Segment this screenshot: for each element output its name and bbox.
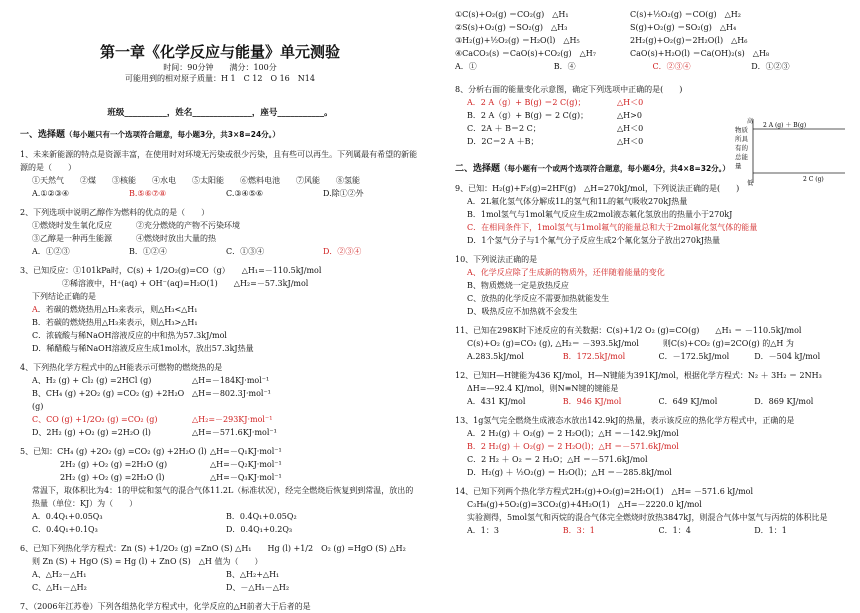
diagram-high-label: 高	[747, 118, 754, 125]
q3-option-a: A．若碳的燃烧热用△H₃来表示，则△H₃<△H₁	[32, 305, 198, 314]
q7-option-a: A．①	[455, 62, 477, 71]
question-1	[20, 148, 420, 200]
q8-b-dh: △H>0	[617, 111, 642, 120]
q11-line2: C(s)+O₂ (g)=CO₂ (g), △H₂＝ －393.5kJ/mol 则C(s)+CO₂ (g)=2CO(g) 的△H 为	[467, 339, 794, 348]
q6-option-c: C、△H₁－△H₂	[32, 583, 87, 592]
q1-options	[20, 187, 420, 200]
right-column	[455, 0, 850, 537]
q8-a-eq: A．2 A（g）+ B(g) ＝2 C(g)；	[467, 98, 586, 107]
q14-option-a: A．1：3	[467, 526, 499, 535]
q2-option-d: D．②③④	[323, 247, 362, 256]
question-3	[20, 264, 420, 355]
q1-option-d: D.除①②外	[323, 189, 364, 198]
q7-r3-b: 2H₂(g)+O₂(g)＝2H₂O(l) △H₆	[630, 36, 748, 45]
q1-stem: 1、未来新能源的特点是资源丰富，在使用时对环境无污染或很少污染，且有些可以再生。下列属最有希望的新能源的是（ ）	[20, 150, 418, 172]
section1-title: 一、选择题	[20, 130, 66, 140]
question-8	[455, 83, 725, 148]
q14-line2: C₃H₈(g)+5O₂(g)=3CO₂(g)+4H₂O(1) △H=－2220.0 kJ/mol	[467, 500, 702, 509]
q7-stem: 7、（2006年江苏卷）下列各组热化学方程式中，化学反应的△H前者大于后者的是	[20, 602, 311, 611]
q7-row4	[455, 47, 850, 60]
q9-option-b: B．1mol氢气与1mol氟气反应生成2mol液态氟化氢放出的热量小于270kJ	[467, 210, 733, 219]
q1-option-c: C.③④⑤⑥	[226, 189, 264, 198]
q6-options-ab	[20, 568, 420, 581]
q12-option-d: D．869 KJ/mol	[754, 397, 814, 406]
q5-row3	[20, 471, 420, 484]
time-score: 时间：90分钟 满分：100分	[163, 63, 277, 72]
q11-option-b: B．172.5kJ/mol	[562, 352, 626, 361]
q10-option-b: B、物质燃烧一定是放热反应	[467, 281, 569, 290]
q2-option-a: A．①②③	[32, 247, 70, 256]
q4-c-eq: C、CO (g) +1/2O₂ (g) =CO₂ (g)	[32, 415, 158, 424]
q14-line3: 实验测得，5mol氢气和丙烷的混合气体完全燃烧时放热3847kJ，则混合气体中氢气与丙烷的体积比是	[467, 513, 828, 522]
q13-stem: 13、1g氢气完全燃烧生成液态水放出142.9kJ的热量，表示该反应的热化学方程式中，正确的是	[455, 416, 795, 425]
q14-option-b: B．3：1	[562, 526, 595, 535]
q11-option-c: C．－172.5kJ/mol	[658, 352, 730, 361]
question-12	[455, 369, 850, 408]
q4-b-eq: B、CH₄ (g) +2O₂ (g) =CO₂ (g) +2H₂O (g)	[32, 389, 185, 411]
q6-line2: 则 Zn (S) + HgO (S) = Hg (l) + ZnO (S) △H 值为（ ）	[32, 557, 263, 566]
q10-option-a: A、化学反应除了生成新的物质外，还伴随着能量的变化	[467, 268, 665, 277]
q9-option-c: C．在相同条件下，1mol氢气与1mol氟气的能量总和大于2mol氟化氢气体的能量	[467, 223, 758, 232]
q4-option-d	[20, 426, 420, 439]
q12-option-b: B．946 KJ/mol	[562, 397, 622, 406]
q13-option-d: D．H₂(g) ＋ ½O₂(g) ＝ H₂O(l)；△H ＝－285.8kJ/mol	[467, 468, 672, 477]
q5-option-b: B．0.4Q₁+0.05Q₂	[226, 512, 297, 521]
section1-note: （每小题只有一个选项符合题意，每小题3分，共3×8=24分。）	[65, 130, 280, 139]
question-10	[455, 253, 850, 318]
question-9	[455, 182, 850, 247]
q5-r1-eq: 5、已知：CH₄ (g) +2O₂ (g) =CO₂ (g) +2H₂O (l)	[20, 447, 207, 456]
question-5	[20, 445, 420, 536]
section1-heading	[20, 128, 420, 142]
q7-r4-b: CaO(s)+H₂O(l) ＝Ca(OH)₂(s) △H₈	[630, 49, 770, 58]
diagram-low-label: 低	[747, 180, 754, 187]
q2-line2: ③乙醇是一种再生能源 ④燃烧时放出大量的热	[32, 234, 216, 243]
q8-option-a	[455, 96, 725, 109]
q4-d-dh: △H=－571.6KJ·mol⁻¹	[192, 428, 277, 437]
q4-a-dh: △H=－184KJ·mol⁻¹	[192, 376, 270, 385]
q4-d-eq: D、2H₂ (g) +O₂ (g) =2H₂O (l)	[32, 428, 151, 437]
q13-option-a: A．2 H₂(g) ＋ O₂(g) ＝ 2 H₂O(l)；△H ＝－142.9kJ/mol	[467, 429, 679, 438]
q7-row1	[455, 8, 850, 21]
q12-option-c: C．649 KJ/mol	[658, 397, 718, 406]
q7-r2-b: S(g)+O₂(g) ＝SO₂(g) △H₄	[630, 23, 737, 32]
q8-c-dh: △H＜0	[617, 124, 644, 133]
q5-r2-eq: 2H₂ (g) +O₂ (g) =2H₂O (g)	[60, 460, 168, 469]
q5-r2-dh: △H=－Q₂KJ·mol⁻¹	[210, 460, 282, 469]
q4-option-a	[20, 374, 420, 387]
page-title: 第一章《化学反应与能量》单元测验	[99, 43, 340, 61]
q7-option-b: B．④	[553, 62, 576, 71]
question-7-continued	[455, 8, 850, 73]
q5-row2	[20, 458, 420, 471]
q12-option-a: A．431 KJ/mol	[467, 397, 526, 406]
q5-row1	[20, 445, 420, 458]
q1-option-a: A.①②③④	[32, 189, 70, 198]
atomic-masses: 可能用到的相对原子质量：H 1 C 12 O 16 N14	[125, 74, 315, 83]
q3-line1: 3、已知反应：①101kPa时，C(s) + 1/2O₂(g)=CO（g） △H₁=－110.5kJ/mol	[20, 266, 322, 275]
q12-line2: ΔH=—92.4 KJ/mol，则N≡N键的键能是	[467, 384, 619, 393]
q1-option-b: B.⑤⑥⑦⑧	[129, 189, 167, 198]
diagram-bottom-label: 2 C (g)	[803, 176, 824, 183]
q8-stem: 8、分析右面的能量变化示意图，确定下列选项中正确的是( )	[455, 85, 683, 94]
section2-title: 二、选择题	[455, 164, 501, 174]
q2-options	[20, 245, 420, 258]
q11-option-a: A.283.5kJ/mol	[467, 352, 524, 361]
q3-option-c: C．浓硫酸与稀NaOH溶液反应的中和热为57.3kJ/mol	[32, 331, 227, 340]
q7-option-d: D．①②③	[751, 62, 790, 71]
q2-option-c: C．①③④	[226, 247, 265, 256]
q6-option-a: A、△H₂－△H₁	[32, 570, 87, 579]
q5-r1-dh: △H=－Q₁KJ·mol⁻¹	[210, 447, 282, 456]
diagram-ylabel: 物质所具有的总能量	[735, 126, 748, 170]
q9-option-a: A．2L氟化氢气体分解成1L的氢气和1L的氟气吸收270kJ热量	[467, 197, 688, 206]
q8-b-eq: B．2 A（g）+ B(g) ＝ 2 C(g)；	[467, 111, 589, 120]
q7-r1-a: ①C(s)+O₂(g) ＝CO₂(g) △H₁	[455, 10, 569, 19]
q2-option-b: B．①②④	[129, 247, 167, 256]
q14-options	[455, 524, 850, 537]
q6-option-b: B、△H₂+△H₁	[226, 570, 280, 579]
question-6	[20, 542, 420, 594]
q6-option-d: D、－△H₁－△H₂	[226, 583, 290, 592]
question-14	[455, 485, 850, 537]
q5-r3-eq: 2H₂ (g) +O₂ (g) =2H₂O (l)	[60, 473, 165, 482]
q6-line1: 6、已知下列热化学方程式：Zn (S) +1/2O₂ (g) =ZnO (S) △H₁ Hg (l) +1/2 O₂ (g) =HgO (S) △H₂	[20, 544, 406, 553]
q7-row2	[455, 21, 850, 34]
diagram-top-label: 2 A (g) ＋ B(g)	[763, 122, 807, 129]
q2-stem: 2、下列选项中说明乙醇作为燃料的优点的是（ ）	[20, 208, 210, 217]
q3-line2: ②稀溶液中，H⁺(aq) + OH⁻(aq)=H₂O(1) △H₂=－57.3kJ/mol	[62, 279, 309, 288]
q6-options-cd	[20, 581, 420, 594]
q7-options	[455, 60, 850, 73]
q7-row3	[455, 34, 850, 47]
q5-r3-dh: △H=－Q₃KJ·mol⁻¹	[210, 473, 282, 482]
q5-options-cd	[20, 523, 420, 536]
q12-options	[455, 395, 850, 408]
q3-a-render: ．若碳的燃烧热用△H₃来表示，则△H₃<△H₁	[37, 305, 198, 314]
question-13	[455, 414, 850, 479]
q4-stem: 4、下列热化学方程式中的△H能表示可燃物的燃烧热的是	[20, 363, 223, 372]
q12-line1: 12、已知H—H键能为436 KJ/mol，H—N键能为391KJ/mol，根据化学方程式：N₂ ＋ 3H₂ ＝ 2NH₃	[455, 371, 822, 380]
student-info-line: 班级__________，姓名______________，座号___________。	[107, 108, 333, 118]
q4-c-dh: △H₂=－293KJ·mol⁻¹	[192, 415, 273, 424]
q4-option-b	[20, 387, 420, 413]
q7-r1-b: C(s)+½O₂(g) ＝CO(g) △H₂	[630, 10, 741, 19]
q10-option-d: D、吸热反应不加热就不会发生	[467, 307, 578, 316]
section2-note: （每小题有一个或两个选项符合题意，每小题4分，共4×8=32分。）	[500, 164, 730, 173]
question-2	[20, 206, 420, 258]
q9-stem: 9、已知：H₂(g)+F₂(g)=2HF(g) △H=270kJ/mol，下列说法正确的是( )	[455, 184, 740, 193]
q8-option-d	[455, 135, 725, 148]
q13-option-c: C．2 H₂ ＋ O₂ ＝ 2 H₂O；△H ＝－571.6kJ/mol	[467, 455, 648, 464]
q14-line1: 14、已知下列两个热化学方程式2H₂(g)+O₂(g)=2H₂O(1) △H= －571.6 kJ/mol	[455, 487, 754, 496]
q3-line3: 下列结论正确的是	[32, 292, 96, 301]
q5-option-d: D．0.4Q₁+0.2Q₃	[226, 525, 293, 534]
q8-c-eq: C．2A ＋ B＝2 C；	[467, 124, 541, 133]
q10-option-c: C、放热的化学反应不需要加热就能发生	[467, 294, 610, 303]
q4-a-eq: A、H₂ (g) + Cl₂ (g) =2HCl (g)	[32, 376, 152, 385]
q7-r3-a: ③H₂(g)+½O₂(g) ＝H₂O(l) △H₅	[455, 36, 580, 45]
q7-r4-a: ④CaCO₃(s) ＝CaO(s)+CO₂(g) △H₇	[455, 49, 596, 58]
q5-line4: 常温下，取体积比为4：1的甲烷和氢气的混合气体11.2L（标准状况），经完全燃烧后恢复到到常温，放出的热量（单位：KJ）为（ ）	[32, 486, 414, 508]
q7-r2-a: ②S(s)+O₂(g) ＝SO₂(g) △H₃	[455, 23, 568, 32]
left-column	[20, 0, 420, 613]
q4-b-dh: △H=－802.3J·mol⁻¹	[192, 389, 271, 398]
q11-option-d: D．－504 kJ/mol	[754, 352, 821, 361]
q1-items: ①天然气 ②煤 ③核能 ④水电 ⑤太阳能 ⑥燃料电池 ⑦风能 ⑧氢能	[32, 176, 360, 185]
q3-option-d: D．稀醋酸与稀NaOH溶液反应生成1mol水，放出57.3kJ热量	[32, 344, 254, 353]
q7-option-c: C．②③④	[652, 62, 691, 71]
q11-line1: 11、已知在298K时下述反应的有关数据：C(s)+1/2 O₂ (g)=CO(g) △H₁ ＝ －110.5kJ/mol	[455, 326, 802, 335]
q13-option-b: B．2 H₂(g) ＋ O₂(g) ＝ 2 H₂O(l)；△H ＝－571.6kJ/mol	[467, 442, 679, 451]
q14-option-d: D．1：1	[754, 526, 787, 535]
q8-option-c	[455, 122, 725, 135]
question-11	[455, 324, 850, 363]
question-4	[20, 361, 420, 439]
q8-a-dh: △H＜0	[617, 98, 644, 107]
q9-option-d: D．1个氢气分子与1个氟气分子反应生成2个氟化氢分子放出270kJ热量	[467, 236, 721, 245]
q8-option-b	[455, 109, 725, 122]
q11-options	[455, 350, 850, 363]
q2-line1: ①燃烧时发生氧化反应 ②充分燃烧的产物不污染环境	[32, 221, 240, 230]
q5-option-a: A．0.4Q₁+0.05Q₃	[32, 512, 103, 521]
q8-d-dh: △H＜0	[617, 137, 644, 146]
q4-option-c	[20, 413, 420, 426]
q10-stem: 10、下列说法正确的是	[455, 255, 538, 264]
q14-option-c: C．1：4	[658, 526, 691, 535]
q5-options-ab	[20, 510, 420, 523]
q3-option-b: B．若碳的燃烧热用△H₃来表示，则△H₃>△H₁	[32, 318, 198, 327]
q8-d-eq: D．2C＝2 A ＋B；	[467, 137, 539, 146]
q5-option-c: C．0.4Q₁+0.1Q₃	[32, 525, 98, 534]
